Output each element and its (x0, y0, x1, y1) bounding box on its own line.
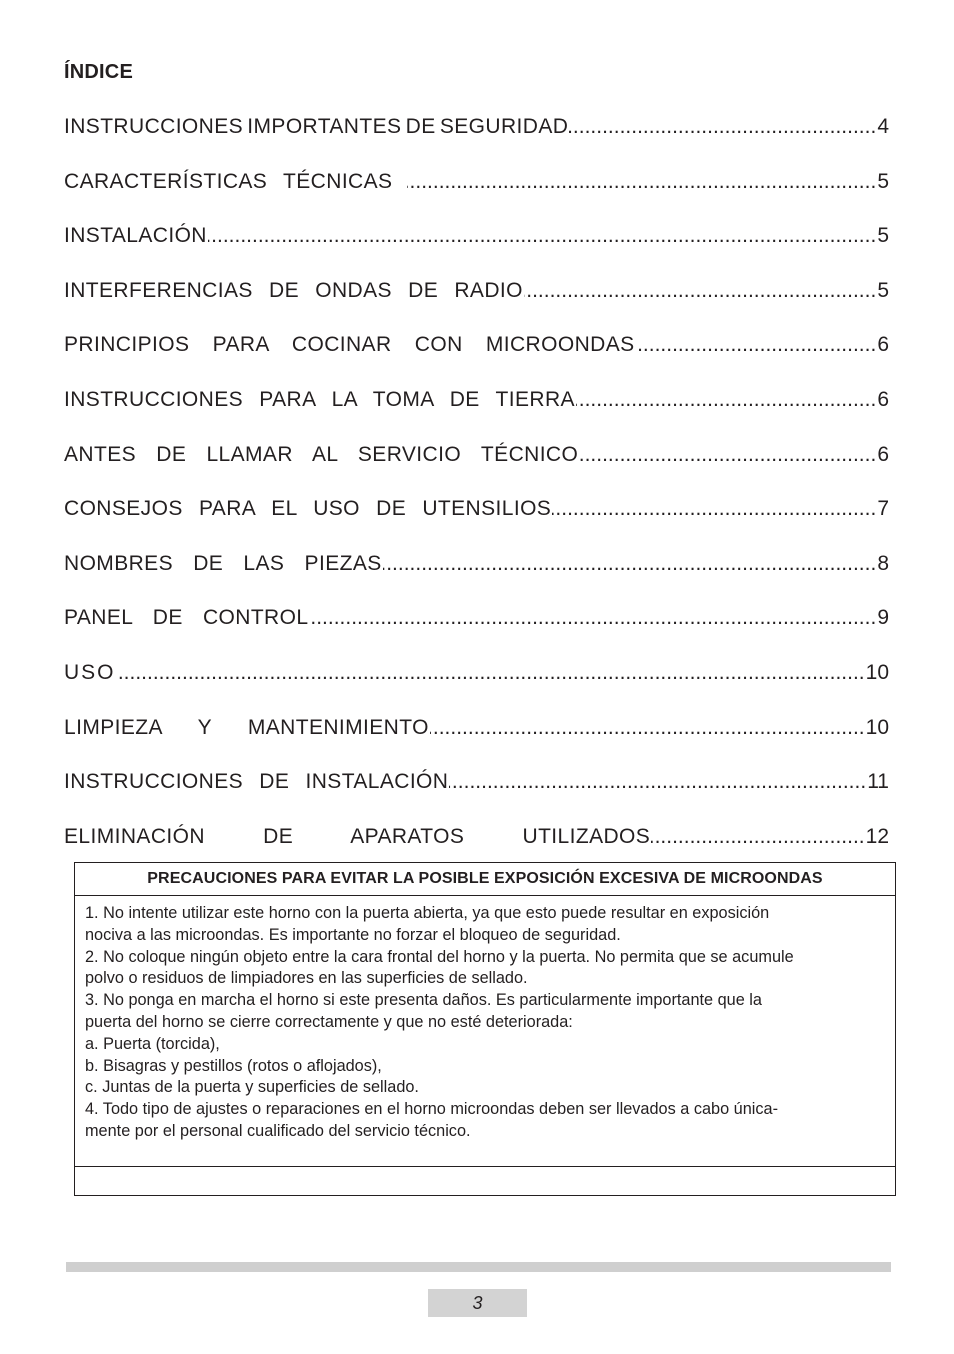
toc-entry-page: 5 (877, 224, 889, 248)
precautions-line: 2. No coloque ningún objeto entre la cara frontal del horno y la puerta. No permita que se acumule (85, 947, 794, 966)
precautions-line: 3. No ponga en marcha el horno si este presenta daños. Es particularmente importante que la (85, 991, 762, 1010)
toc-leader (208, 221, 876, 250)
precautions-line: nociva a las microondas. Es importante no forzar el bloqueo de seguridad. (85, 925, 621, 944)
toc-leader (552, 494, 876, 523)
toc-entry-label: CARACTERÍSTICAS TÉCNICAS (64, 169, 393, 193)
toc-leader (651, 822, 864, 851)
index-title: ÍNDICE (64, 61, 133, 83)
toc-entry-label: INSTRUCCIONES IMPORTANTES DE SEGURIDAD (64, 115, 569, 138)
toc-entry-page: 6 (877, 387, 889, 411)
toc-entry (64, 603, 889, 658)
toc-entry-page: 10 (865, 660, 889, 684)
toc-entry-label: CONSEJOS PARA EL USO DE UTENSILIOS (64, 497, 552, 521)
toc-entry-label: PRINCIPIOS PARA COCINAR CON MICROONDAS (64, 333, 635, 357)
toc-entry-page: 10 (865, 715, 889, 739)
table-of-contents (64, 112, 889, 876)
toc-leader (383, 549, 877, 578)
toc-leader (569, 112, 876, 141)
toc-entry (64, 549, 889, 604)
precautions-line: a. Puerta (torcida), (85, 1034, 220, 1053)
toc-leader (309, 603, 876, 632)
toc-entry (64, 440, 889, 495)
toc-entry-page: 12 (865, 824, 889, 848)
toc-entry-label: INSTRUCCIONES PARA LA TOMA DE TIERRA (64, 387, 575, 411)
toc-leader (524, 276, 876, 305)
toc-entry (64, 330, 889, 385)
toc-entry-page: 6 (877, 333, 889, 357)
precautions-line: mente por el personal cualificado del servicio técnico. (85, 1121, 471, 1140)
toc-entry (64, 658, 889, 713)
toc-entry-label: PANEL DE CONTROL (64, 606, 309, 630)
toc-entry (64, 112, 889, 167)
precautions-line: c. Juntas de la puerta y superficies de sellado. (85, 1078, 419, 1097)
precautions-line: puerta del horno se cierre correctamente y que no esté deteriorada: (85, 1012, 573, 1031)
toc-entry-label: LIMPIEZA Y MANTENIMIENTO (64, 715, 429, 739)
toc-leader (430, 713, 865, 742)
toc-entry-page: 5 (877, 278, 889, 302)
toc-leader (117, 658, 865, 687)
toc-entry-label: INSTRUCCIONES DE INSTALACIÓN (64, 770, 449, 794)
toc-entry (64, 494, 889, 549)
toc-entry-page: 11 (867, 770, 889, 794)
toc-entry-label: USO (64, 660, 116, 684)
precautions-line: b. Bisagras y pestillos (rotos o aflojados), (85, 1056, 382, 1075)
toc-entry (64, 713, 889, 768)
toc-entry-page: 8 (877, 551, 889, 575)
toc-entry (64, 276, 889, 331)
toc-entry (64, 385, 889, 440)
toc-entry-page: 6 (877, 442, 889, 466)
toc-entry (64, 167, 889, 222)
toc-entry-page: 9 (877, 606, 889, 630)
toc-entry-label: INTERFERENCIAS DE ONDAS DE RADIO (64, 278, 523, 302)
toc-entry (64, 767, 889, 822)
toc-leader (576, 385, 876, 414)
footer-divider (66, 1262, 891, 1272)
precautions-body (75, 896, 895, 1167)
page-number: 3 (428, 1289, 527, 1317)
toc-entry (64, 221, 889, 276)
toc-leader (449, 767, 866, 796)
precautions-line: 1. No intente utilizar este horno con la puerta abierta, ya que esto puede resultar en exposición (85, 904, 770, 922)
toc-entry-label: ANTES DE LLAMAR AL SERVICIO TÉCNICO (64, 442, 579, 466)
toc-entry-label: INSTALACIÓN (64, 224, 207, 248)
toc-entry-label: ELIMINACIÓN DE APARATOS UTILIZADOS (64, 824, 651, 848)
precautions-line: polvo o residuos de limpiadores en las superficies de sellado. (85, 969, 528, 988)
toc-entry-page: 7 (877, 497, 889, 521)
precautions-title: PRECAUCIONES PARA EVITAR LA POSIBLE EXPOSICIÓN EXCESIVA DE MICROONDAS (75, 863, 895, 896)
toc-entry-page: 5 (877, 169, 889, 193)
toc-leader (636, 330, 877, 359)
precautions-line: 4. Todo tipo de ajustes o reparaciones en el horno microondas deben ser llevados a cabo única- (85, 1100, 779, 1119)
toc-leader (579, 440, 876, 469)
precautions-empty-row (75, 1167, 895, 1195)
microwave-precautions-box (74, 862, 896, 1196)
toc-entry-page: 4 (877, 115, 889, 138)
toc-entry-label: NOMBRES DE LAS PIEZAS (64, 551, 382, 575)
toc-leader (407, 167, 876, 196)
